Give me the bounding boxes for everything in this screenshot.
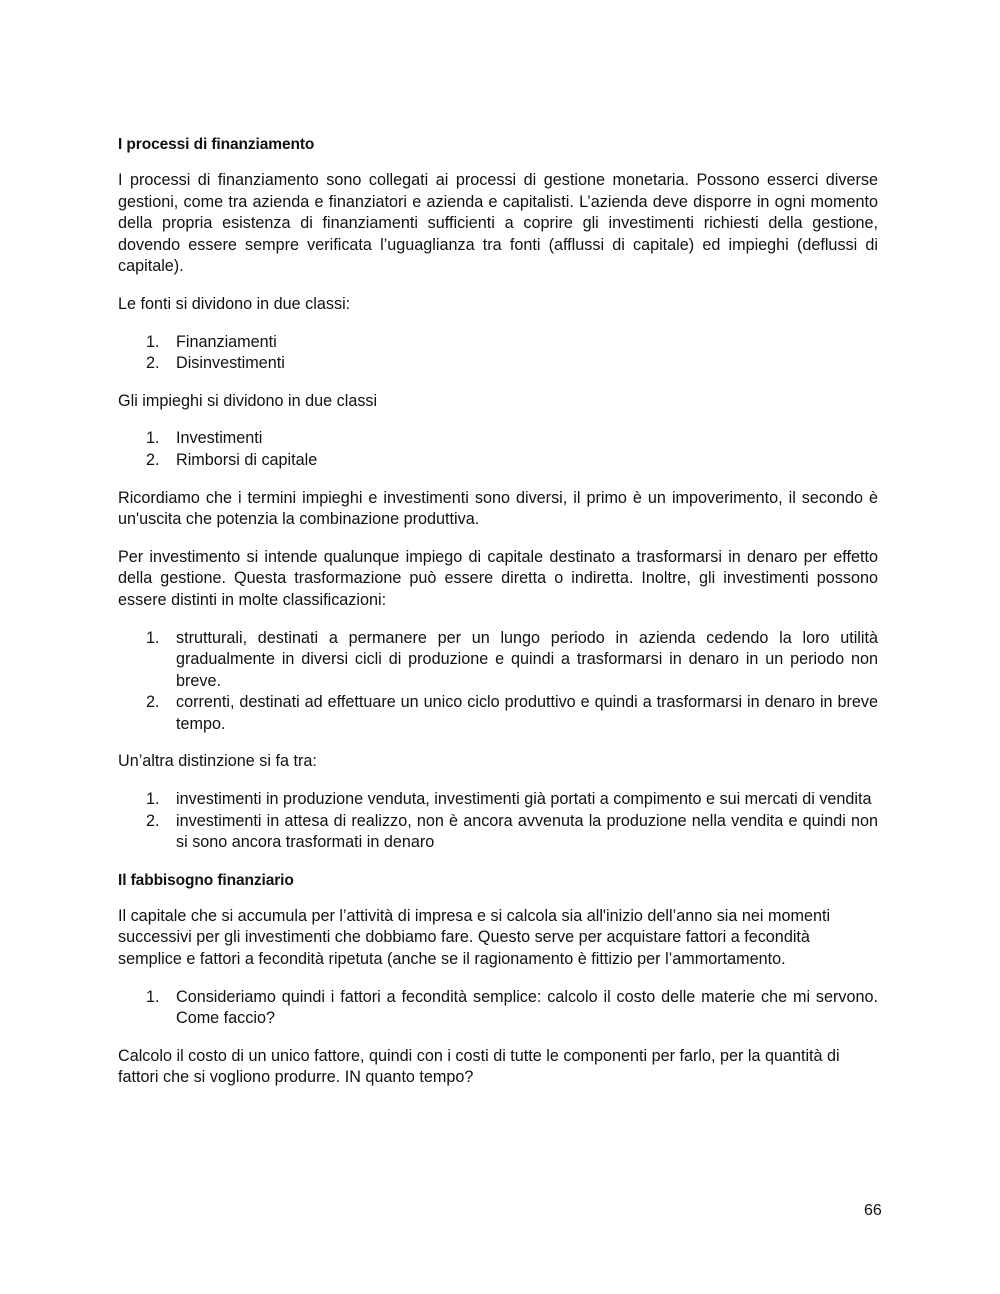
section-heading-fabbisogno: Il fabbisogno finanziario — [118, 871, 294, 889]
numbered-list-investimenti — [118, 628, 878, 736]
numbered-list-fonti — [118, 332, 878, 375]
list-number: 2. — [146, 354, 160, 373]
list-item — [118, 332, 878, 354]
list-item-text: investimenti in produzione venduta, investimenti già portati a compimento e sui mercati di vendita — [176, 790, 872, 809]
paragraph: Le fonti si dividono in due classi: — [118, 294, 351, 313]
document-page — [118, 134, 878, 1105]
list-item — [118, 811, 878, 854]
list-number: 1. — [146, 987, 160, 1006]
paragraph: Calcolo il costo di un unico fattore, quindi con i costi di tutte le componenti per farlo, per la quantità di fattori che si vogliono produrre. IN quanto tempo? — [118, 1046, 840, 1087]
list-item — [118, 692, 878, 735]
paragraph: Gli impieghi si dividono in due classi — [118, 391, 378, 410]
list-number: 1. — [146, 332, 160, 351]
list-item-text: Rimborsi di capitale — [176, 450, 318, 469]
section-heading-finanziamento: I processi di finanziamento — [118, 136, 315, 153]
list-item-text: investimenti in attesa di realizzo, non è ancora avvenuta la produzione nella vendita e quindi non si sono ancora trasformati in denaro — [176, 811, 878, 852]
list-item — [118, 789, 878, 811]
list-item — [118, 628, 878, 693]
list-item — [118, 428, 878, 450]
numbered-list-fattori — [118, 987, 878, 1030]
list-number: 1. — [146, 790, 160, 809]
list-item-text: Disinvestimenti — [176, 354, 285, 373]
paragraph: Il capitale che si accumula per l’attività di impresa e si calcola sia all'inizio dell’anno sia nei momenti successivi per gli investimenti che dobbiamo fare. Questo serve per acquistare fattori a fecondità semplice e fattori a fecondità ripetuta (anche se il ragionamento è fittizio per l’ammortamento. — [118, 906, 831, 969]
paragraph: Per investimento si intende qualunque impiego di capitale destinato a trasformarsi in denaro per effetto della gestione. Questa trasformazione può essere diretta o indiretta. Inoltre, gli investimenti possono essere distinti in molte classificazioni: — [118, 547, 878, 609]
paragraph: Ricordiamo che i termini impieghi e investimenti sono diversi, il primo è un impoverimento, il secondo è un'uscita che potenzia la combinazione produttiva. — [118, 488, 878, 529]
list-item — [118, 450, 878, 472]
page-number: 66 — [864, 1202, 882, 1219]
list-item-text: Investimenti — [176, 429, 263, 448]
numbered-list-impieghi — [118, 428, 878, 471]
list-number: 2. — [146, 450, 160, 469]
paragraph: Un’altra distinzione si fa tra: — [118, 752, 317, 771]
list-number: 2. — [146, 811, 160, 830]
list-item-text: correnti, destinati ad effettuare un unico ciclo produttivo e quindi a trasformarsi in denaro in breve tempo. — [176, 693, 878, 733]
list-number: 2. — [146, 693, 160, 712]
numbered-list-distinzione — [118, 789, 878, 854]
list-item — [118, 987, 878, 1030]
list-number: 1. — [146, 429, 160, 448]
list-item — [118, 353, 878, 375]
list-number: 1. — [146, 628, 160, 647]
list-item-text: strutturali, destinati a permanere per un lungo periodo in azienda cedendo la loro utilità gradualmente in diversi cicli di produzione e quindi a trasformarsi in denaro in un periodo non breve. — [176, 628, 878, 690]
paragraph: I processi di finanziamento sono collegati ai processi di gestione monetaria. Possono esserci diverse gestioni, come tra azienda e finanziatori e azienda e capitalisti. L’azienda deve disporre in ogni momento della propria esistenza di finanziamenti sufficienti a coprire gli investimenti richiesti della gestione, dovendo essere sempre verificata l’uguaglianza tra fonti (afflussi di capitale) ed impieghi (deflussi di capitale). — [118, 171, 878, 276]
list-item-text: Consideriamo quindi i fattori a fecondità semplice: calcolo il costo delle materie che mi servono. Come faccio? — [176, 987, 878, 1028]
list-item-text: Finanziamenti — [176, 332, 277, 351]
